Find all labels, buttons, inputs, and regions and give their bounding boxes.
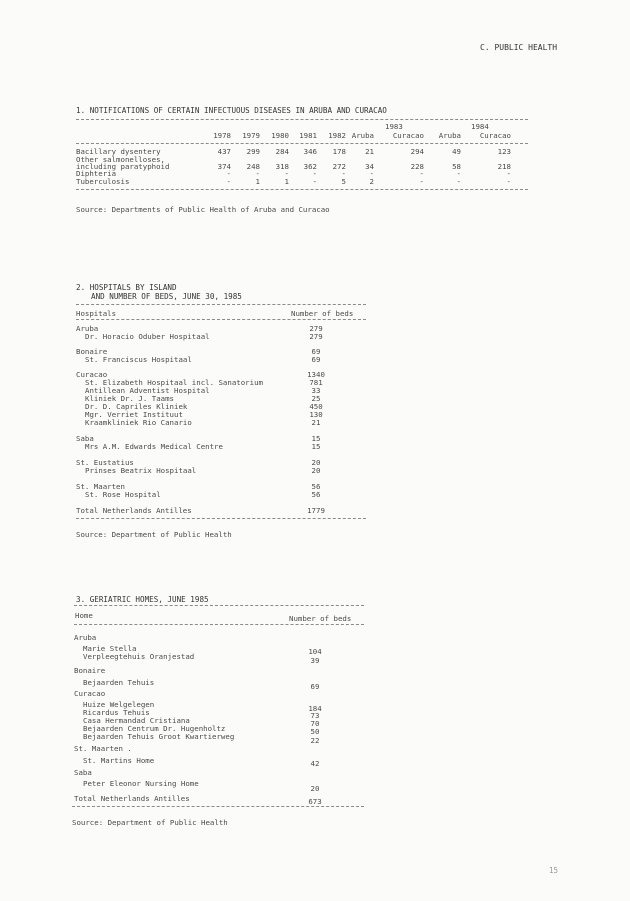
row-label: Dr. Horacio Oduber Hospitaal (85, 332, 210, 341)
row-value: 1340 (307, 370, 325, 379)
row-label: Bonaire (76, 347, 108, 356)
cell-value: - (284, 169, 289, 178)
row-value: 279 (309, 332, 323, 341)
column-header: 1982 (328, 131, 346, 140)
column-header: 1978 (213, 131, 231, 140)
column-header: 1979 (242, 131, 260, 140)
row-label: Ricardus Tehuis (83, 708, 150, 717)
cell-value: 1 (284, 177, 289, 186)
column-header: Aruba (351, 131, 374, 140)
row-label: Other salmonelloses, (76, 155, 165, 164)
row-label: Marie Stella (83, 644, 137, 653)
cell-value: 218 (497, 162, 511, 171)
row-value: 279 (309, 324, 323, 333)
row-value: 673 (308, 797, 322, 806)
column-header: Curacao (392, 131, 424, 140)
row-label: St. Elizabeth Hospitaal incl. Sanatorium (85, 378, 263, 387)
row-label: Dr. D. Capriles Kliniek (85, 402, 188, 411)
cell-value: 362 (303, 162, 317, 171)
cell-value: 299 (246, 147, 260, 156)
cell-value: 248 (246, 162, 260, 171)
row-value: 21 (311, 418, 321, 427)
row-label: Bejaarden Centrum Dr. Hugenholtz (83, 724, 226, 733)
row-value: 20 (310, 784, 320, 793)
row-label: Bejaarden Tehuis Groot Kwartierweg (83, 732, 235, 741)
cell-value: 272 (332, 162, 346, 171)
column-header: 1981 (299, 131, 317, 140)
group-header-1983: 1983 (385, 122, 403, 131)
table3-source: Source: Department of Public Health (72, 818, 228, 827)
row-value: 130 (309, 410, 323, 419)
cell-value: 58 (452, 162, 461, 171)
cell-value: 228 (410, 162, 424, 171)
row-label: Total Netherlands Antilles (76, 506, 192, 515)
column-header: Curacao (479, 131, 511, 140)
row-value: 15 (311, 434, 321, 443)
cell-value: 178 (332, 147, 346, 156)
row-label: Bonaire (74, 666, 106, 675)
row-label: including paratyphoid (76, 162, 170, 171)
table2-title: 2. HOSPITALS BY ISLAND (76, 283, 177, 292)
row-value: 25 (311, 394, 321, 403)
cell-value: 1 (255, 177, 260, 186)
row-value: 69 (311, 347, 321, 356)
row-label: St. Maarten (76, 482, 125, 491)
cell-value: - (506, 169, 511, 178)
row-label: St. Franciscus Hospitaal (85, 355, 192, 364)
cell-value: 49 (452, 147, 461, 156)
row-label: Huize Welgelegen (83, 700, 155, 709)
row-label: Prinses Beatrix Hospitaal (85, 466, 197, 475)
cell-value: - (456, 169, 461, 178)
cell-value: 5 (341, 177, 346, 186)
cell-value: - (341, 169, 346, 178)
row-value: 20 (311, 466, 321, 475)
row-label: Bacillary dysentery (76, 147, 161, 156)
cell-value: - (456, 177, 461, 186)
col-header-beds: Number of beds (291, 309, 354, 318)
divider (76, 304, 366, 305)
cell-value: 34 (365, 162, 374, 171)
row-value: 20 (311, 458, 321, 467)
col-header-beds: Number of beds (289, 614, 352, 623)
row-value: 56 (311, 482, 321, 491)
cell-value: 2 (369, 177, 374, 186)
cell-value: - (419, 177, 424, 186)
row-label: St. Eustatius (76, 458, 134, 467)
row-label: Peter Eleonor Nursing Home (83, 779, 199, 788)
cell-value: 346 (303, 147, 317, 156)
row-label: Saba (76, 434, 94, 443)
cell-value: - (506, 177, 511, 186)
cell-value: - (369, 169, 374, 178)
row-label: Antillean Adventist Hospital (85, 386, 210, 395)
divider (76, 189, 528, 190)
row-value: 781 (309, 378, 323, 387)
divider (76, 319, 366, 320)
table1-source: Source: Departments of Public Health of Aruba and Curacao (76, 205, 330, 214)
cell-value: - (312, 169, 317, 178)
row-value: 50 (310, 727, 320, 736)
row-value: 184 (308, 704, 322, 713)
table3-title: 3. GERIATRIC HOMES, JUNE 1985 (76, 595, 209, 604)
row-label: Verpleegtehuis Oranjestad (83, 652, 195, 661)
row-label: Mgr. Verriet Instituut (85, 410, 183, 419)
cell-value: 374 (217, 162, 231, 171)
row-value: 42 (310, 759, 320, 768)
row-label: Total Netherlands Antilles (74, 794, 190, 803)
col-header-home: Home (75, 611, 93, 620)
row-label: Tuberculosis (76, 177, 130, 186)
row-value: 39 (310, 656, 320, 665)
row-value: 22 (310, 736, 320, 745)
divider (74, 605, 364, 606)
row-label: St. Rose Hospital (85, 490, 161, 499)
cell-value: - (419, 169, 424, 178)
cell-value: 294 (410, 147, 424, 156)
row-label: St. Maarten . (74, 744, 132, 753)
divider (76, 518, 366, 519)
row-value: 1779 (307, 506, 325, 515)
row-label: Curacao (76, 370, 108, 379)
cell-value: 21 (365, 147, 374, 156)
row-label: Saba (74, 768, 92, 777)
divider (72, 806, 364, 807)
row-value: 104 (308, 647, 322, 656)
cell-value: - (312, 177, 317, 186)
row-value: 15 (311, 442, 321, 451)
row-label: Bejaarden Tehuis (83, 678, 155, 687)
cell-value: 284 (275, 147, 289, 156)
row-value: 73 (310, 711, 320, 720)
section-header: C. PUBLIC HEALTH (480, 43, 558, 52)
row-label: St. Martins Home (83, 756, 155, 765)
divider (76, 143, 528, 144)
cell-value: - (226, 177, 231, 186)
cell-value: 437 (217, 147, 231, 156)
row-value: 69 (311, 355, 321, 364)
row-label: Aruba (76, 324, 99, 333)
table2-source: Source: Department of Public Health (76, 530, 232, 539)
row-label: Mrs A.M. Edwards Medical Centre (85, 442, 223, 451)
row-label: Curacao (74, 689, 106, 698)
divider (74, 624, 364, 625)
page-number: 15 (549, 866, 559, 875)
row-value: 69 (310, 682, 320, 691)
row-value: 70 (310, 719, 320, 728)
divider (76, 119, 528, 120)
row-label: Casa Hermandad Cristiana (83, 716, 190, 725)
row-label: Kraamkliniek Rio Canario (85, 418, 192, 427)
col-header-hospitals: Hospitals (76, 309, 117, 318)
column-header: Aruba (438, 131, 461, 140)
column-header: 1980 (271, 131, 289, 140)
row-value: 450 (309, 402, 323, 411)
row-value: 56 (311, 490, 321, 499)
row-value: 33 (311, 386, 321, 395)
row-label: Aruba (74, 633, 97, 642)
cell-value: 123 (497, 147, 511, 156)
cell-value: 318 (275, 162, 289, 171)
table1-title: 1. NOTIFICATIONS OF CERTAIN INFECTUOUS DISEASES IN ARUBA AND CURACAO (76, 106, 387, 115)
cell-value: - (226, 169, 231, 178)
group-header-1984: 1984 (471, 122, 489, 131)
row-label: Kliniek Dr. J. Taams (85, 394, 174, 403)
row-label: Diphteria (76, 169, 117, 178)
cell-value: - (255, 169, 260, 178)
table2-subtitle: AND NUMBER OF BEDS, JUNE 30, 1985 (91, 292, 242, 301)
